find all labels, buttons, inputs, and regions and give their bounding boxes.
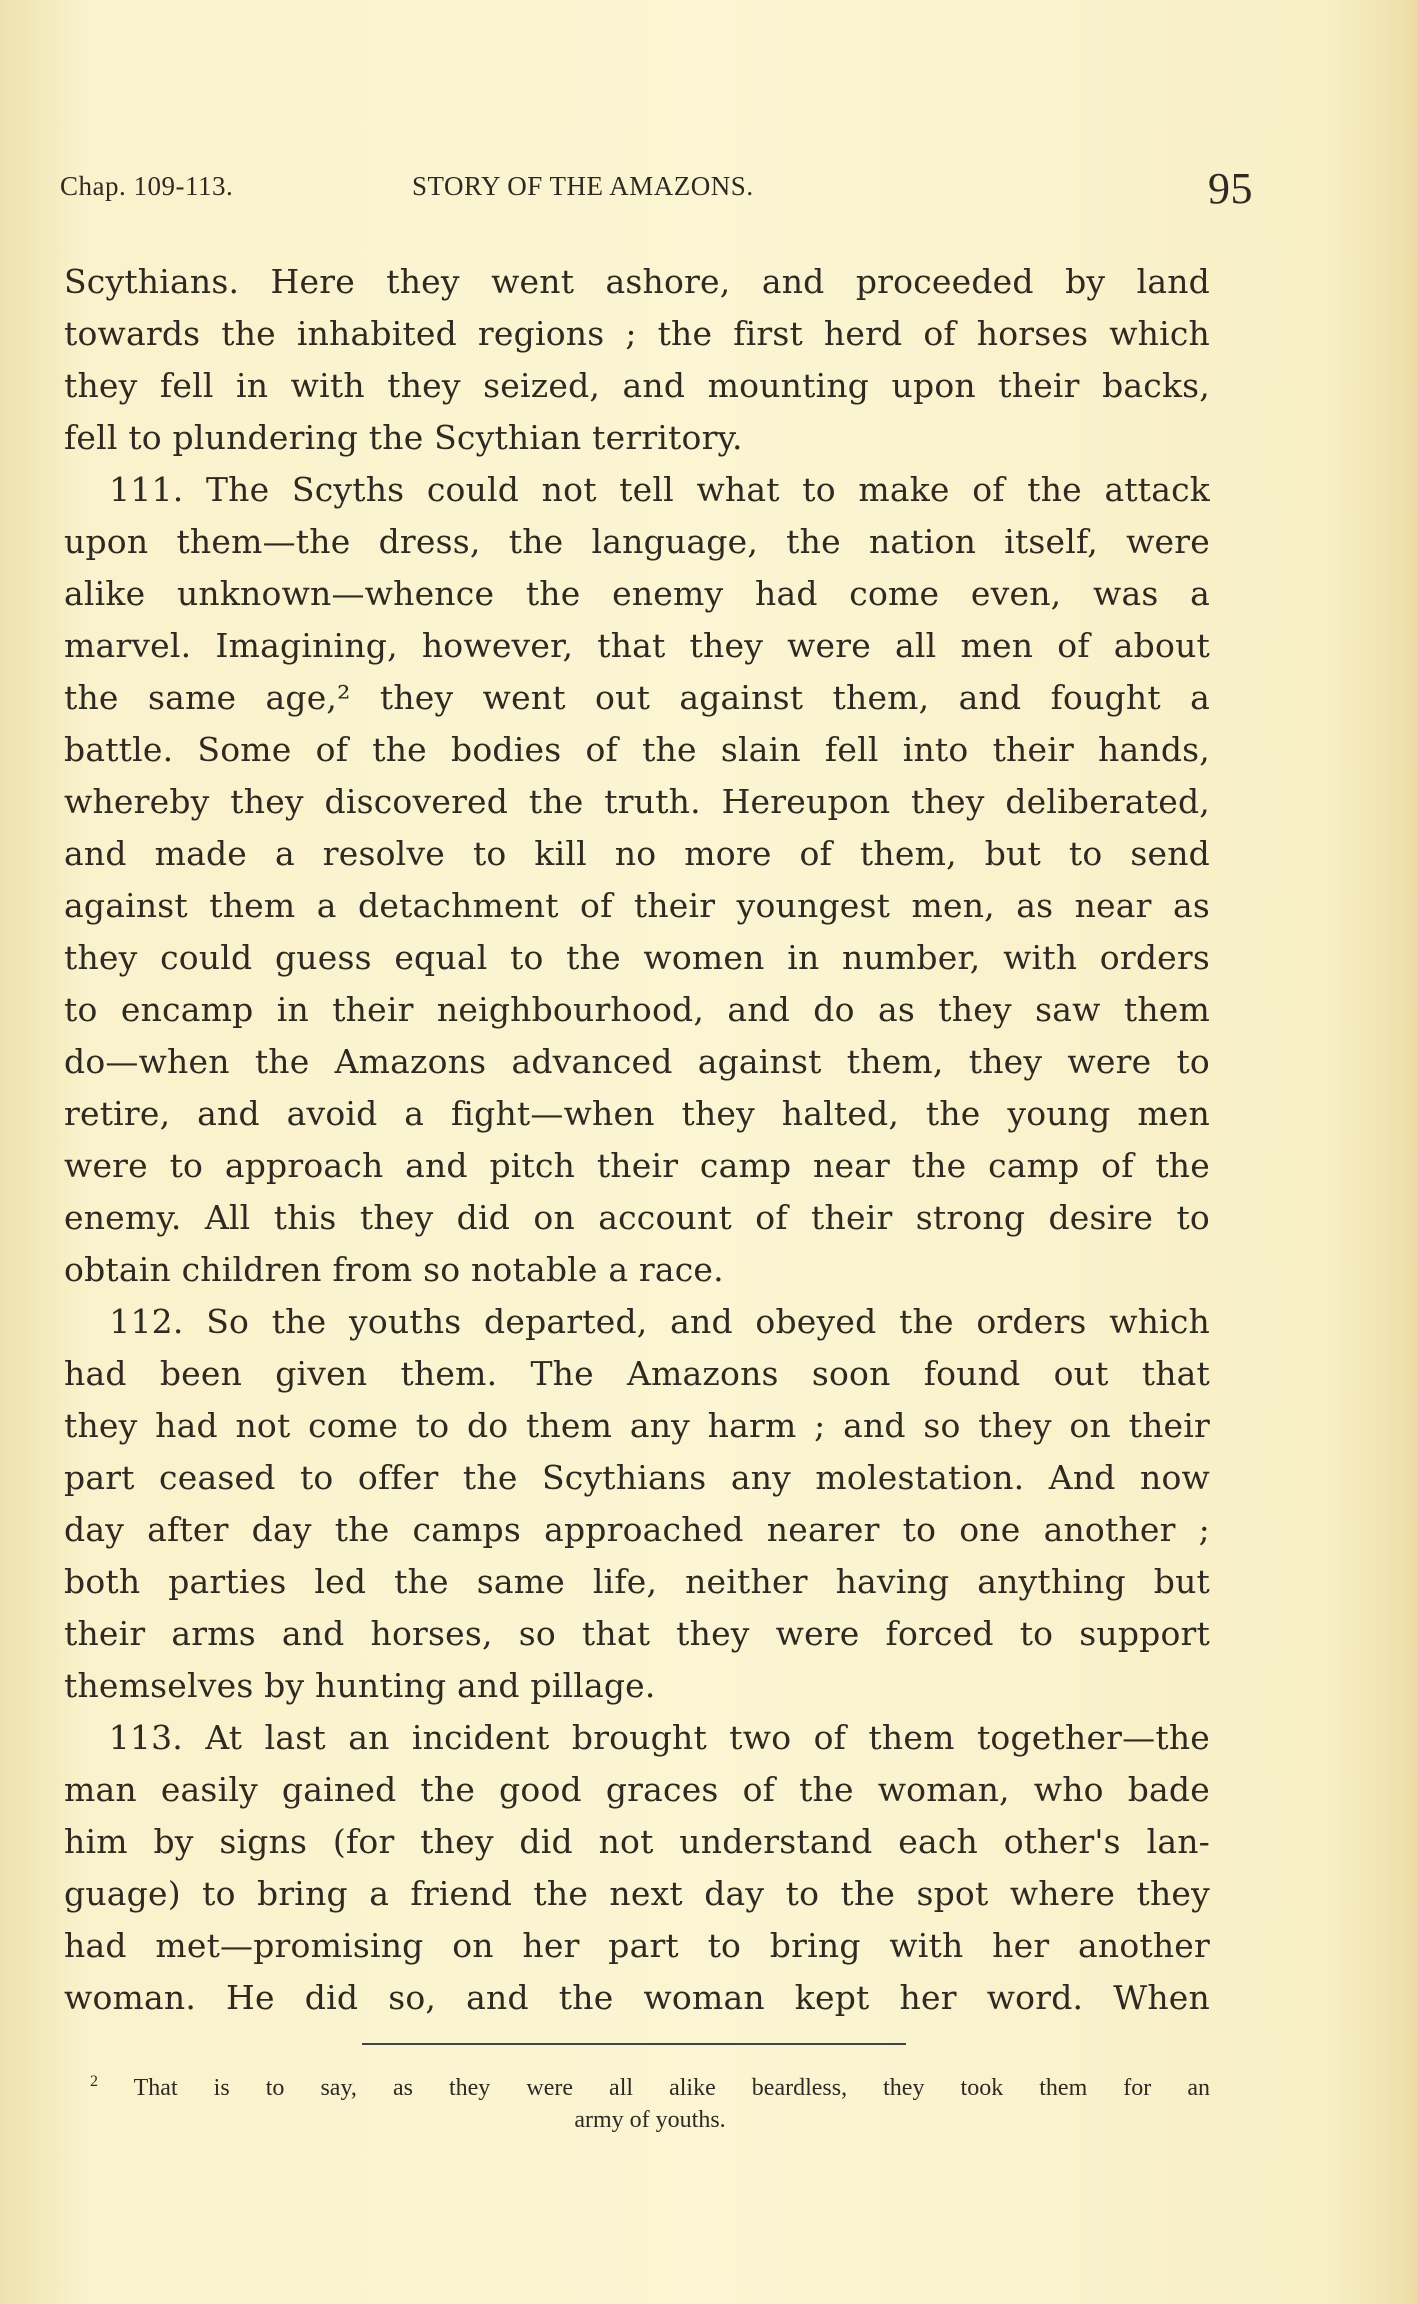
- page-number: 95: [1208, 164, 1253, 213]
- footnote-line-1: [90, 2066, 1210, 2104]
- footnote-line-2: army of youths.: [574, 2107, 726, 2133]
- text-line: against them a detachment of their youngest men, as near as: [64, 886, 1210, 925]
- footnote-marker: 2: [90, 2073, 98, 2090]
- text-line: towards the inhabited regions ; the first herd of horses which: [64, 314, 1210, 353]
- text-line: and made a resolve to kill no more of them, but to send: [64, 834, 1210, 873]
- text-line: both parties led the same life, neither having anything but: [64, 1562, 1210, 1601]
- text-line: obtain children from so notable a race.: [64, 1250, 724, 1289]
- text-line: retire, and avoid a fight—when they halted, the young men: [64, 1094, 1210, 1133]
- text-line: guage) to bring a friend the next day to the spot where they: [64, 1874, 1210, 1913]
- text-line: battle. Some of the bodies of the slain fell into their hands,: [64, 730, 1210, 769]
- text-line: had been given them. The Amazons soon found out that: [64, 1354, 1210, 1393]
- text-line: 111. The Scyths could not tell what to make of the attack: [64, 470, 1210, 509]
- footnote-text: That is to say, as they were all alike beardless, they took them for an: [133, 2075, 1210, 2101]
- text-line: the same age,² they went out against them, and fought a: [64, 678, 1210, 717]
- text-line: marvel. Imagining, however, that they were all men of about: [64, 626, 1210, 665]
- text-line: 112. So the youths departed, and obeyed the orders which: [64, 1302, 1210, 1341]
- footnote-divider: [362, 2043, 906, 2045]
- text-line: him by signs (for they did not understand each other's lan-: [64, 1822, 1210, 1861]
- text-line: woman. He did so, and the woman kept her word. When: [64, 1978, 1210, 2017]
- text-line: they fell in with they seized, and mounting upon their backs,: [64, 366, 1210, 405]
- text-line: part ceased to offer the Scythians any molestation. And now: [64, 1458, 1210, 1497]
- text-line: fell to plundering the Scythian territory.: [64, 418, 743, 457]
- text-line: man easily gained the good graces of the woman, who bade: [64, 1770, 1210, 1809]
- text-line: do—when the Amazons advanced against them, they were to: [64, 1042, 1210, 1081]
- chapter-range: Chap. 109-113.: [60, 171, 234, 201]
- text-line: 113. At last an incident brought two of them together—the: [64, 1718, 1210, 1757]
- text-line: had met—promising on her part to bring with her another: [64, 1926, 1210, 1965]
- text-line: day after day the camps approached nearer to one another ;: [64, 1510, 1210, 1549]
- text-line: alike unknown—whence the enemy had come even, was a: [64, 574, 1210, 613]
- text-line: they could guess equal to the women in number, with orders: [64, 938, 1210, 977]
- text-line: were to approach and pitch their camp near the camp of the: [64, 1146, 1210, 1185]
- text-line: their arms and horses, so that they were forced to support: [64, 1614, 1210, 1653]
- text-line: enemy. All this they did on account of their strong desire to: [64, 1198, 1210, 1237]
- text-line: whereby they discovered the truth. Hereupon they deliberated,: [64, 782, 1210, 821]
- text-line: to encamp in their neighbourhood, and do as they saw them: [64, 990, 1210, 1029]
- footnote: [90, 2066, 1210, 2136]
- body-text: [64, 256, 1210, 2024]
- text-line: upon them—the dress, the language, the nation itself, were: [64, 522, 1210, 561]
- text-line: themselves by hunting and pillage.: [64, 1666, 656, 1705]
- running-title: STORY OF THE AMAZONS.: [412, 171, 754, 201]
- text-line: Scythians. Here they went ashore, and proceeded by land: [64, 262, 1210, 301]
- running-header: [60, 163, 1253, 213]
- text-line: they had not come to do them any harm ; and so they on their: [64, 1406, 1210, 1445]
